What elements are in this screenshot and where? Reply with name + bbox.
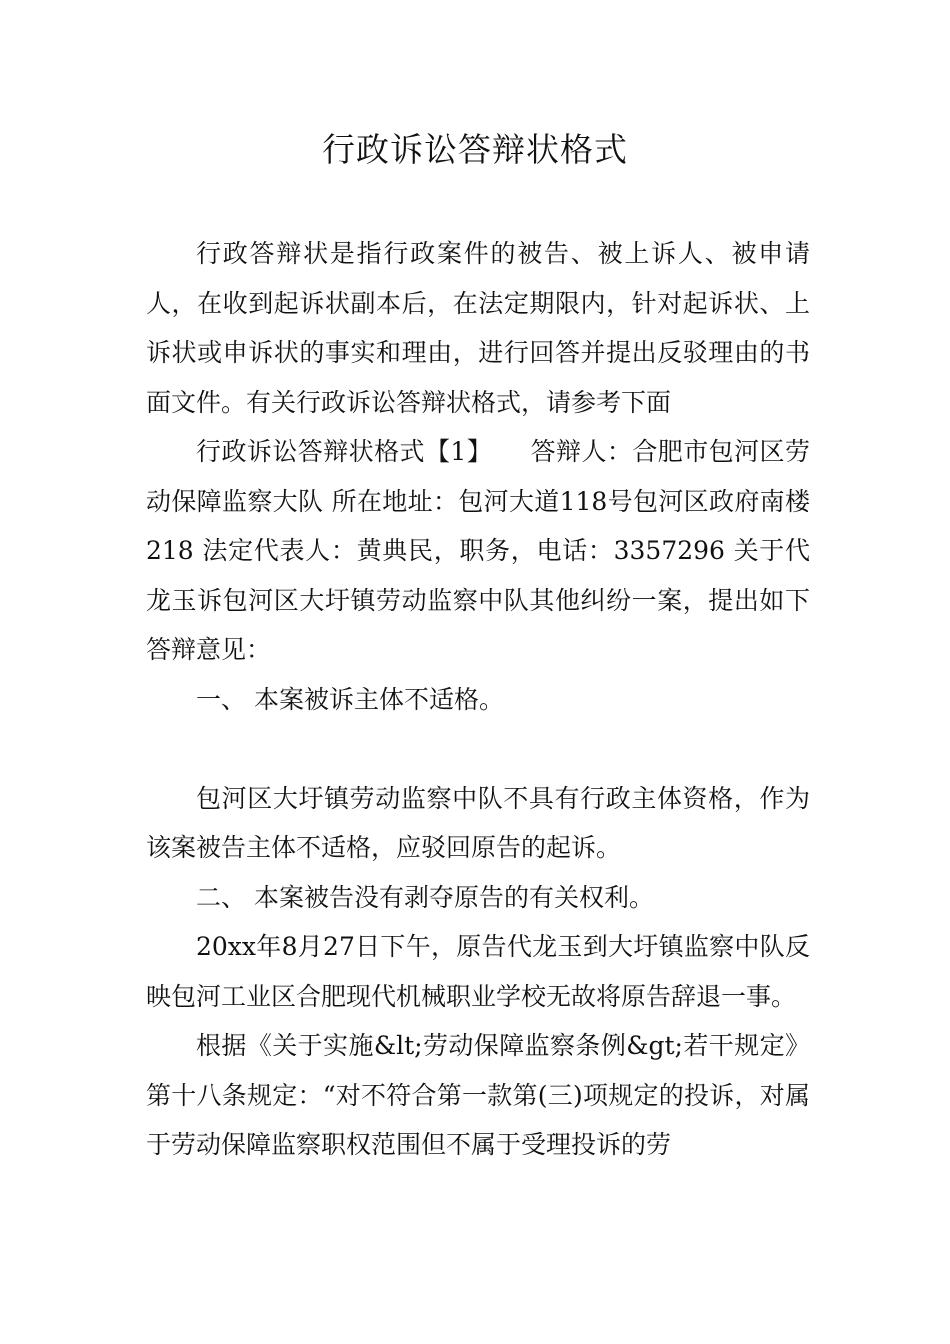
section-heading-1: 一、 本案被诉主体不适格。 xyxy=(196,684,504,714)
paragraph-legal-basis: 根据《关于实施&lt;劳动保障监察条例&gt;若干规定》第十八条规定：“对不符合第一款第(三)项规定的投诉，对属于劳动保障监察职权范围但不属于受理投诉的劳 xyxy=(146,1031,810,1159)
paragraph-section-1: 包河区大圩镇劳动监察中队不具有行政主体资格，作为该案被告主体不适格，应驳回原告的起诉。 xyxy=(146,783,810,862)
document-body xyxy=(146,229,810,1170)
document-title: 行政诉讼答辩状格式 xyxy=(322,130,628,169)
section-heading-2: 二、 本案被告没有剥夺原告的有关权利。 xyxy=(196,882,654,912)
paragraph-respondent-info: 行政诉讼答辩状格式【1】 答辩人：合肥市包河区劳动保障监察大队 所在地址：包河大道118号包河区政府南楼218 法定代表人：黄典民，职务，电话：3357296 关于代龙玉诉包河区大圩镇劳动监察中队其他纠纷一案，提出如下答辩意见： xyxy=(146,437,810,664)
paragraph-section-2-facts: 20xx年8月27日下午，原告代龙玉到大圩镇监察中队反映包河工业区合肥现代机械职业学校无故将原告辞退一事。 xyxy=(146,932,810,1011)
paragraph-intro: 行政答辩状是指行政案件的被告、被上诉人、被申请人，在收到起诉状副本后，在法定期限内，针对起诉状、上诉状或申诉状的事实和理由，进行回答并提出反驳理由的书面文件。有关行政诉讼答辩状格式，请参考下面 xyxy=(146,239,810,417)
